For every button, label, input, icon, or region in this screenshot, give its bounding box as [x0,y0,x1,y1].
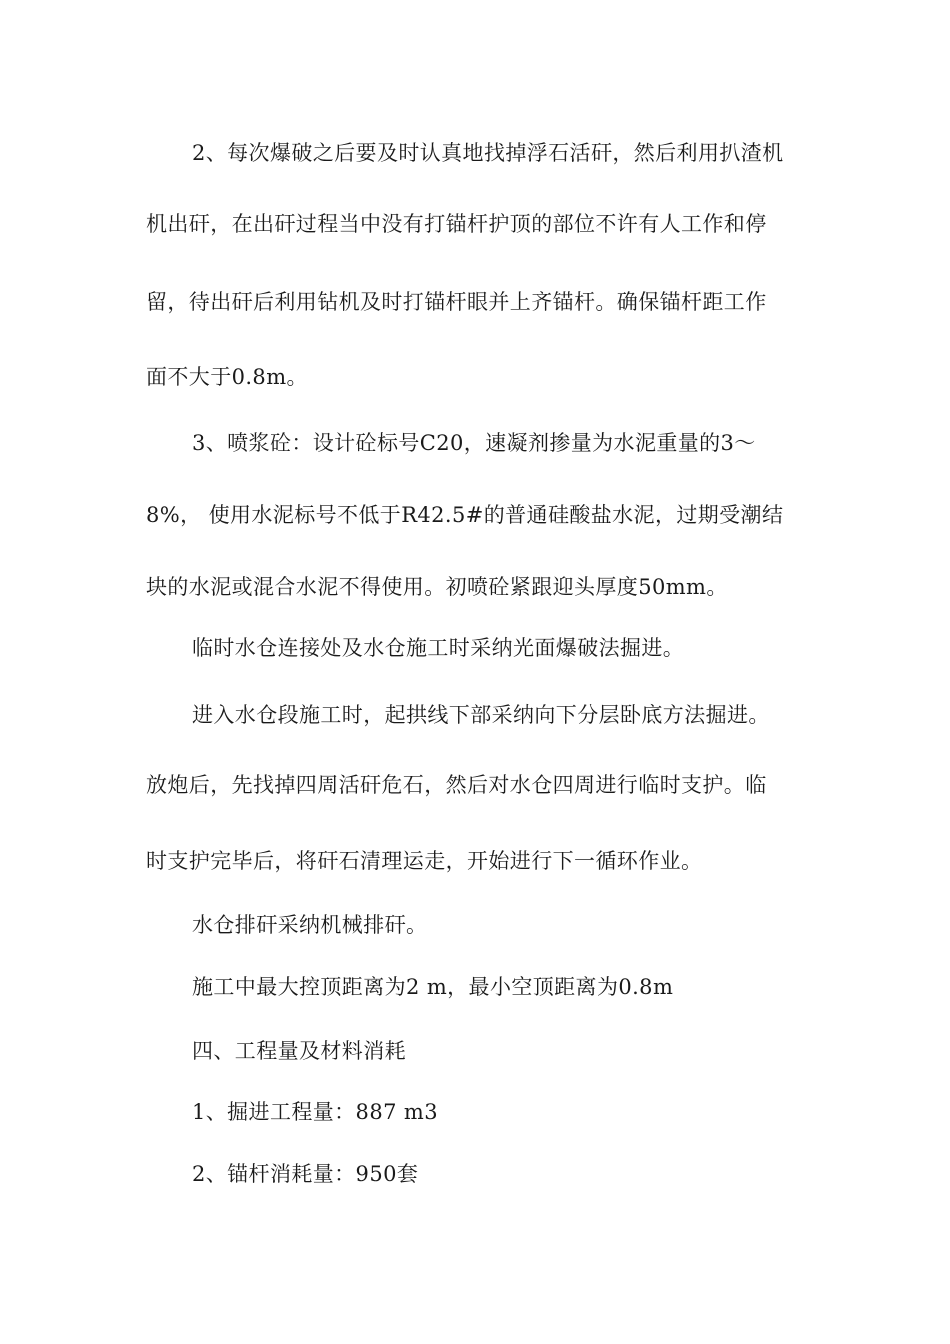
paragraph-line: 施工中最大控顶距离为2 m，最小空顶距离为0.8m [192,975,674,999]
paragraph-line: 水仓排矸采纳机械排矸。 [192,913,428,937]
list-item: 2、锚杆消耗量：950套 [192,1162,419,1186]
paragraph-line: 2、每次爆破之后要及时认真地找掉浮石活矸，然后利用扒渣机 [192,141,784,165]
paragraph-line: 放炮后，先找掉四周活矸危石，然后对水仓四周进行临时支护。临 [146,773,767,797]
paragraph-line: 时支护完毕后，将矸石清理运走，开始进行下一循环作业。 [146,849,703,873]
paragraph-line: 块的水泥或混合水泥不得使用。初喷砼紧跟迎头厚度50mm。 [146,575,728,599]
list-item: 1、掘进工程量：887 m3 [192,1100,438,1124]
paragraph-line: 机出矸，在出矸过程当中没有打锚杆护顶的部位不许有人工作和停 [146,212,767,236]
section-heading: 四、工程量及材料消耗 [192,1039,406,1063]
paragraph-line: 3、喷浆砼：设计砼标号C20，速凝剂掺量为水泥重量的3～ [192,431,756,455]
paragraph-line: 留，待出矸后利用钻机及时打锚杆眼并上齐锚杆。确保锚杆距工作 [146,290,767,314]
paragraph-line: 临时水仓连接处及水仓施工时采纳光面爆破法掘进。 [192,636,685,660]
paragraph-line: 8%， 使用水泥标号不低于R42.5#的普通硅酸盐水泥，过期受潮结 [146,503,784,527]
paragraph-line: 进入水仓段施工时，起拱线下部采纳向下分层卧底方法掘进。 [192,703,770,727]
paragraph-line: 面不大于0.8m。 [146,365,308,389]
